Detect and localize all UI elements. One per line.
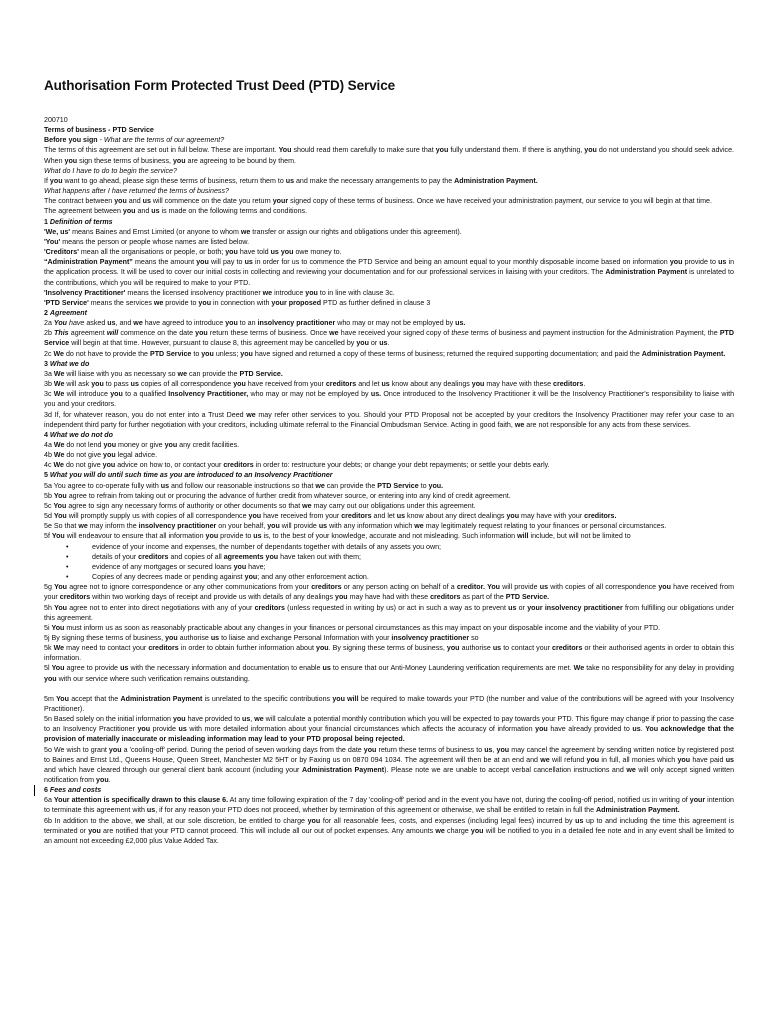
paragraph: 5 What you will do until such time as you are introduced to an Insolvency Practitioner	[44, 471, 333, 480]
paragraph: 3d If, for whatever reason, you do not enter into a Trust Deed we may refer other services to you. Should your PTD Proposal not be accepted by your creditors the Insolvency Practitioner may refer your case to an independent third party for further negotiation with your creditors, including ultimate referral to the Financial Ombudsman Service. Acting in good faith, we are not responsible for any acts from these services.	[44, 410, 734, 429]
bullet-item: • Copies of any decrees made or pending against you; and any other enforcement action.	[92, 572, 734, 582]
paragraph: 'Insolvency Practitioner' means the licensed insolvency practitioner we introduce you to in line with clause 3c.	[44, 288, 395, 297]
paragraph: “Administration Payment” means the amount you will pay to us in order for us to commence the PTD Service and being an amount equal to your monthly disposable income based on information you provide to us in the application process. It will be used to cover our initial costs in collecting and reviewing your documentation and for our professional services in liaising with your creditors. The Administration Payment is unrelated to the contributions, which you will be required to make to your PTD.	[44, 258, 735, 287]
paragraph: 5l You agree to provide us with the necessary information and documentation to enable us to ensure that our Anti-Money Laundering verification requirements are met. We take no responsibility for any delay in providing you with our service where such verification remains outstanding.	[44, 664, 734, 683]
paragraph: 5b You agree to refrain from taking out or procuring the advance of further credit from whatever source, or entering into any kind of credit agreement.	[44, 491, 511, 500]
document-body	[44, 115, 734, 846]
paragraph: 6b In addition to the above, we shall, at our sole discretion, be entitled to charge you for all reasonable fees, costs, and expenses (including legal fees) incurred by us up to and including the time this agreement is terminated or you are notified that your PTD cannot proceed. This will include all our out of pocket expenses. Any amounts we charge you will be notified to you in a detailed fee note and in any event shall be limited to an amount not exceeding £2,000 plus Value Added Tax.	[44, 816, 735, 845]
paragraph: The terms of this agreement are set out in full below. These are important. You should read them carefully to make sure that you fully understand them. If there is anything, you do not understand you should seek advice. When you sign these terms of business, you are agreeing to be bound by them.	[44, 146, 734, 165]
paragraph-gap	[44, 684, 734, 694]
paragraph: Terms of business - PTD Service	[44, 126, 154, 135]
paragraph: 5h You agree not to enter into direct negotiations with any of your creditors (unless requested in writing by us) or act in such a way as to prevent us or your insolvency practitioner from fulfilling our obligations under this agreement.	[44, 603, 735, 622]
text-cursor	[34, 785, 35, 796]
document-page	[44, 78, 734, 846]
paragraph: 'Creditors' mean all the organisations or people, or both; you have told us you owe money to.	[44, 248, 342, 257]
bullet-item: • details of your creditors and copies of all agreements you have taken out with them;	[92, 552, 734, 562]
paragraph: 6 Fees and costs	[44, 786, 102, 795]
terms-section-1	[44, 115, 734, 542]
paragraph: 3a We will liaise with you as necessary so we can provide the PTD Service.	[44, 369, 283, 378]
terms-section-2	[44, 582, 734, 684]
paragraph: If you want to go ahead, please sign these terms of business, return them to us and make the necessary arrangements to pay the Administration Payment.	[44, 176, 538, 185]
paragraph: What do I have to do to begin the service?	[44, 166, 177, 175]
paragraph: 5c You agree to sign any necessary forms of authority or other documents so that we may carry out our obligations under this agreement.	[44, 501, 476, 510]
paragraph: The contract between you and us will commence on the date you return your signed copy of these terms of business. Once we have received your administration payment, our service to you will begin at that time.	[44, 197, 712, 206]
paragraph: 1 Definition of terms	[44, 217, 113, 226]
paragraph: 2a You have asked us, and we have agreed to introduce you to an insolvency practitioner who may or may not be employed by us.	[44, 319, 466, 328]
paragraph: 2b This agreement will commence on the date you return these terms of business. Once we have received your signed copy of these terms of business and payment instruction for the Administration Payment, the PTD Service will begin at that time. However, pursuant to clause 8, this agreement may be cancelled by you or us.	[44, 329, 734, 348]
paragraph: 5i You must inform us as soon as reasonably practicable about any changes in your finances or personal circumstances as this may impact on your disposable income and the viability of your PTD.	[44, 623, 661, 632]
paragraph: 3b We will ask you to pass us copies of all correspondence you have received from your creditors and let us know about any dealings you may have with these creditors.	[44, 380, 586, 389]
paragraph: 2 Agreement	[44, 308, 87, 317]
paragraph: 'PTD Service' means the services we provide to you in connection with your proposed PTD as further defined in clause 3	[44, 298, 431, 307]
paragraph: 4a We do not lend you money or give you any credit facilities.	[44, 441, 240, 449]
paragraph: 4 What we do not do	[44, 430, 113, 439]
paragraph: 5m You accept that the Administration Payment is unrelated to the specific contributions you will be required to make towards your PTD (the number and value of the contributions will be agreed with your Insolvency Practitioner).	[44, 694, 735, 713]
paragraph: 5d You will promptly supply us with copies of all correspondence you have received from your creditors and let us know about any direct dealings you may have with your creditors.	[44, 512, 617, 521]
paragraph: 6a Your attention is specifically drawn to this clause 6. At any time following expiration of the 7 day 'cooling-off' period and in the event you have not, during the cooling-off period, notified us in writing of your intention to terminate this agreement with us, if for any reason your PTD does not proceed, whether by termination of this agreement or otherwise, we shall be entitled to retain in full the Administration Payment.	[44, 796, 734, 815]
paragraph: 200710	[44, 116, 68, 124]
paragraph: 5g You agree not to ignore correspondence or any other communications from your creditors or any person acting on behalf of a creditor. You will provide us with copies of all correspondence you have received from your creditors within two working days of receipt and provide us with details of any dealings you may have had with these creditors as part of the PTD Service.	[44, 583, 734, 602]
information-bullet-list	[44, 542, 734, 583]
paragraph: 3c We will introduce you to a qualified Insolvency Practitioner, who may or may not be employed by us. Once introduced to the Insolvency Practitioner it will be the Insolvency Practitioner's responsibility to liaise with you and your creditors.	[44, 390, 735, 409]
paragraph: 5a You agree to co-operate fully with us and follow our reasonable instructions so that we can provide the PTD Service to you.	[44, 481, 444, 490]
paragraph: What happens after I have returned the terms of business?	[44, 187, 229, 196]
paragraph: 4c We do not give you advice on how to, or contact your creditors in order to: restructure your debts; or change your debt repayments; or settle your debts early.	[44, 461, 550, 470]
document-title: Authorisation Form Protected Trust Deed (PTD) Service	[44, 78, 396, 93]
bullet-item: • evidence of any mortgages or secured loans you have;	[92, 562, 734, 572]
paragraph: 5j By signing these terms of business, you authorise us to liaise and exchange Personal Information with your insolvency practitioner so	[44, 633, 479, 642]
paragraph: The agreement between you and us is made on the following terms and conditions.	[44, 207, 308, 216]
paragraph: 'We, us' means Baines and Ernst Limited (or anyone to whom we transfer or assign our rights and obligations under this agreement).	[44, 227, 462, 236]
paragraph: 5e So that we may inform the insolvency practitioner on your behalf, you will provide us with any information which we may legitimately request relating to your finances or personal circumstances.	[44, 522, 667, 531]
paragraph: 2c We do not have to provide the PTD Service to you unless; you have signed and returned a copy of these terms of business; returned the required supporting documentation; and paid the Administration Payment.	[44, 349, 726, 358]
paragraph: 5o We wish to grant you a 'cooling-off' period. During the period of seven working days from the date you return these terms of business to us, you may cancel the agreement by sending written notice by registered post to Baines and Ernst Ltd., Queens House, Queen Street, Manchester M2 5HT or by Faxing us on 0870 094 1034. The agreement will then be at an end and we will refund you in full, all monies which you have paid us and which have cleared through our general client bank account (including your Administration Payment). Please note we are unable to accept verbal cancellation instructions and we will only accept signed written notification from you.	[44, 745, 735, 784]
paragraph: 5k We may need to contact your creditors in order to obtain further information about you. By signing these terms of business, you authorise us to contact your creditors or their authorised agents in order to obtain this information.	[44, 644, 734, 663]
paragraph: 'You' means the person or people whose names are listed below.	[44, 237, 250, 246]
bullet-item: • evidence of your income and expenses, the number of dependants together with details of any assets you own;	[92, 542, 734, 552]
paragraph: 5n Based solely on the initial information you have provided to us, we will calculate a potential monthly contribution which you will be expected to pay towards your PTD. This figure may change if prior to passing the case to an Insolvency Practitioner you provide us with more detailed information about your financial circumstances which affects the accuracy of information you have already provided to us. You acknowledge that the provision of materially inaccurate or misleading information may lead to your PTD proposal being rejected.	[44, 715, 735, 744]
paragraph: Before you sign - What are the terms of our agreement?	[44, 136, 225, 145]
paragraph: 5f You will endeavour to ensure that all information you provide to us is, to the best of your knowledge, accurate and not misleading. Such information will include, but will not be limited to	[44, 532, 631, 541]
terms-section-3	[44, 694, 734, 846]
paragraph: 4b We do not give you legal advice.	[44, 451, 158, 460]
paragraph: 3 What we do	[44, 359, 90, 368]
